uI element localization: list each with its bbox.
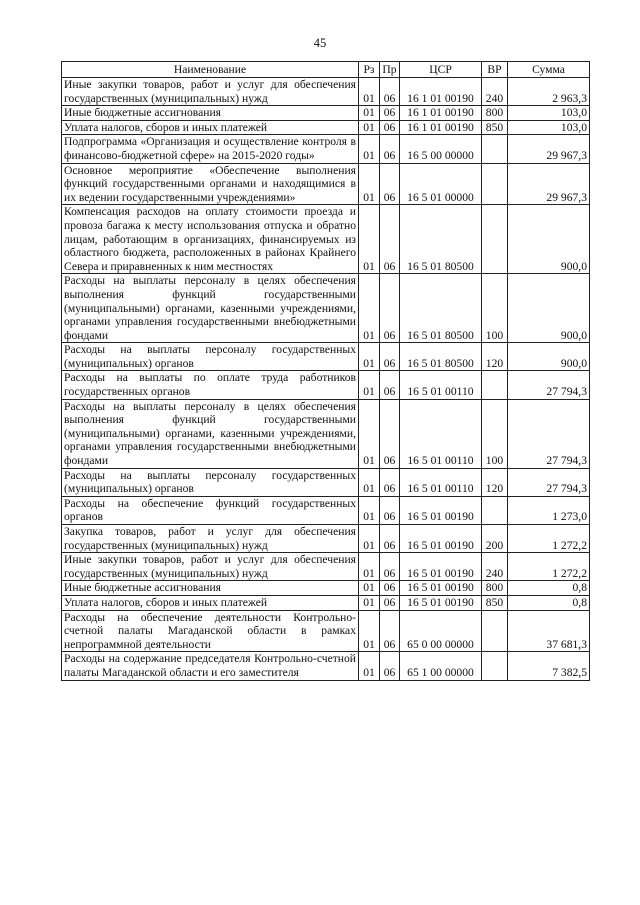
- row-pr: 06: [380, 274, 400, 343]
- row-name: Расходы на выплаты по оплате труда работников государственных органов: [62, 371, 359, 399]
- row-vr: [482, 135, 508, 163]
- row-rz: 01: [359, 120, 380, 135]
- row-sum: 2 963,3: [508, 78, 590, 106]
- row-pr: 06: [380, 120, 400, 135]
- row-vr: 850: [482, 120, 508, 135]
- table-row: [62, 525, 590, 553]
- row-pr: 06: [380, 343, 400, 371]
- table-row: [62, 553, 590, 581]
- row-csr: 16 5 01 00190: [400, 525, 482, 553]
- row-pr: 06: [380, 78, 400, 106]
- row-pr: 06: [380, 163, 400, 205]
- row-rz: 01: [359, 78, 380, 106]
- row-rz: 01: [359, 496, 380, 524]
- row-csr: 16 5 01 00190: [400, 553, 482, 581]
- row-rz: 01: [359, 525, 380, 553]
- row-name: Расходы на выплаты персоналу государственных (муниципальных) органов: [62, 343, 359, 371]
- row-csr: 16 5 01 00110: [400, 468, 482, 496]
- row-csr: 16 5 01 00110: [400, 399, 482, 468]
- row-name: Расходы на выплаты персоналу в целях обеспечения выполнения функций государственными (муниципальными) органами, казенными учреждениями, органами управления государственными внебюджетными фондами: [62, 274, 359, 343]
- table-row: [62, 343, 590, 371]
- row-sum: 1 272,2: [508, 525, 590, 553]
- table-row: [62, 610, 590, 652]
- table-row: [62, 652, 590, 680]
- row-sum: 1 273,0: [508, 496, 590, 524]
- row-rz: 01: [359, 205, 380, 274]
- header-sum: Сумма: [508, 62, 590, 78]
- row-vr: 120: [482, 343, 508, 371]
- table-row: [62, 274, 590, 343]
- row-sum: 900,0: [508, 343, 590, 371]
- row-sum: 27 794,3: [508, 371, 590, 399]
- table-row: [62, 595, 590, 610]
- row-pr: 06: [380, 106, 400, 121]
- row-pr: 06: [380, 135, 400, 163]
- row-sum: 1 272,2: [508, 553, 590, 581]
- row-vr: [482, 496, 508, 524]
- row-sum: 103,0: [508, 106, 590, 121]
- row-csr: 16 5 01 00190: [400, 581, 482, 596]
- row-sum: 7 382,5: [508, 652, 590, 680]
- row-rz: 01: [359, 371, 380, 399]
- row-csr: 16 5 01 00190: [400, 496, 482, 524]
- table-row: [62, 78, 590, 106]
- row-rz: 01: [359, 595, 380, 610]
- row-name: Расходы на выплаты персоналу государственных (муниципальных) органов: [62, 468, 359, 496]
- row-csr: 65 0 00 00000: [400, 610, 482, 652]
- row-pr: 06: [380, 525, 400, 553]
- row-name: Уплата налогов, сборов и иных платежей: [62, 120, 359, 135]
- row-vr: 240: [482, 553, 508, 581]
- row-pr: 06: [380, 581, 400, 596]
- row-pr: 06: [380, 371, 400, 399]
- row-rz: 01: [359, 652, 380, 680]
- row-csr: 16 1 01 00190: [400, 78, 482, 106]
- row-vr: [482, 371, 508, 399]
- row-rz: 01: [359, 553, 380, 581]
- row-vr: 100: [482, 399, 508, 468]
- row-rz: 01: [359, 163, 380, 205]
- row-name: Иные бюджетные ассигнования: [62, 581, 359, 596]
- row-csr: 16 5 00 00000: [400, 135, 482, 163]
- row-sum: 900,0: [508, 205, 590, 274]
- row-vr: 240: [482, 78, 508, 106]
- row-sum: 37 681,3: [508, 610, 590, 652]
- row-name: Иные бюджетные ассигнования: [62, 106, 359, 121]
- row-vr: 100: [482, 274, 508, 343]
- row-vr: 800: [482, 106, 508, 121]
- header-pr: Пр: [380, 62, 400, 78]
- row-sum: 0,8: [508, 595, 590, 610]
- row-sum: 900,0: [508, 274, 590, 343]
- table-row: [62, 371, 590, 399]
- row-csr: 16 5 01 00110: [400, 371, 482, 399]
- row-pr: 06: [380, 496, 400, 524]
- row-csr: 16 1 01 00190: [400, 120, 482, 135]
- page-number: 45: [313, 36, 327, 50]
- table-row: [62, 581, 590, 596]
- row-rz: 01: [359, 399, 380, 468]
- row-vr: 200: [482, 525, 508, 553]
- row-vr: 120: [482, 468, 508, 496]
- row-name: Подпрограмма «Организация и осуществление контроля в финансово-бюджетной сфере» на 2015-2020 годы»: [62, 135, 359, 163]
- row-csr: 16 1 01 00190: [400, 106, 482, 121]
- row-csr: 65 1 00 00000: [400, 652, 482, 680]
- row-vr: [482, 610, 508, 652]
- row-rz: 01: [359, 610, 380, 652]
- row-csr: 16 5 01 80500: [400, 343, 482, 371]
- row-pr: 06: [380, 553, 400, 581]
- row-pr: 06: [380, 399, 400, 468]
- row-sum: 103,0: [508, 120, 590, 135]
- row-csr: 16 5 01 00190: [400, 595, 482, 610]
- table-row: [62, 468, 590, 496]
- row-sum: 27 794,3: [508, 468, 590, 496]
- row-name: Расходы на содержание председателя Контрольно-счетной палаты Магаданской области и его заместителя: [62, 652, 359, 680]
- row-name: Компенсация расходов на оплату стоимости проезда и провоза багажа к месту использования отпуска и обратно лицам, работающим в организациях, финансируемых из областного бюджета, расположенных в районах Крайнего Севера и приравненных к ним местностях: [62, 205, 359, 274]
- header-name: Наименование: [62, 62, 359, 78]
- row-pr: 06: [380, 652, 400, 680]
- table-row: [62, 120, 590, 135]
- row-csr: 16 5 01 80500: [400, 274, 482, 343]
- row-rz: 01: [359, 274, 380, 343]
- row-pr: 06: [380, 610, 400, 652]
- row-csr: 16 5 01 00000: [400, 163, 482, 205]
- row-vr: 800: [482, 581, 508, 596]
- header-csr: ЦСР: [400, 62, 482, 78]
- row-name: Расходы на обеспечение деятельности Контрольно-счетной палаты Магаданской области в рамках непрограммной деятельности: [62, 610, 359, 652]
- row-rz: 01: [359, 135, 380, 163]
- row-rz: 01: [359, 343, 380, 371]
- row-rz: 01: [359, 581, 380, 596]
- row-vr: [482, 652, 508, 680]
- row-csr: 16 5 01 80500: [400, 205, 482, 274]
- table-header-row: [62, 62, 590, 78]
- table-row: [62, 163, 590, 205]
- row-name: Расходы на выплаты персоналу в целях обеспечения выполнения функций государственными (муниципальными) органами, казенными учреждениями, органами управления государственными внебюджетными фондами: [62, 399, 359, 468]
- table-row: [62, 106, 590, 121]
- header-rz: Рз: [359, 62, 380, 78]
- row-name: Уплата налогов, сборов и иных платежей: [62, 595, 359, 610]
- table-row: [62, 135, 590, 163]
- table-row: [62, 399, 590, 468]
- row-pr: 06: [380, 205, 400, 274]
- table-row: [62, 496, 590, 524]
- row-pr: 06: [380, 468, 400, 496]
- budget-table: [61, 61, 590, 681]
- row-name: Основное мероприятие «Обеспечение выполнения функций государственными органами и находящимися в их ведении государственными учреждениями»: [62, 163, 359, 205]
- row-vr: 850: [482, 595, 508, 610]
- row-sum: 29 967,3: [508, 163, 590, 205]
- row-pr: 06: [380, 595, 400, 610]
- row-name: Иные закупки товаров, работ и услуг для обеспечения государственных (муниципальных) нужд: [62, 553, 359, 581]
- row-name: Закупка товаров, работ и услуг для обеспечения государственных (муниципальных) нужд: [62, 525, 359, 553]
- row-sum: 27 794,3: [508, 399, 590, 468]
- row-sum: 29 967,3: [508, 135, 590, 163]
- row-name: Иные закупки товаров, работ и услуг для обеспечения государственных (муниципальных) нужд: [62, 78, 359, 106]
- row-sum: 0,8: [508, 581, 590, 596]
- row-name: Расходы на обеспечение функций государственных органов: [62, 496, 359, 524]
- row-vr: [482, 205, 508, 274]
- row-vr: [482, 163, 508, 205]
- row-rz: 01: [359, 468, 380, 496]
- table-row: [62, 205, 590, 274]
- row-rz: 01: [359, 106, 380, 121]
- header-vr: ВР: [482, 62, 508, 78]
